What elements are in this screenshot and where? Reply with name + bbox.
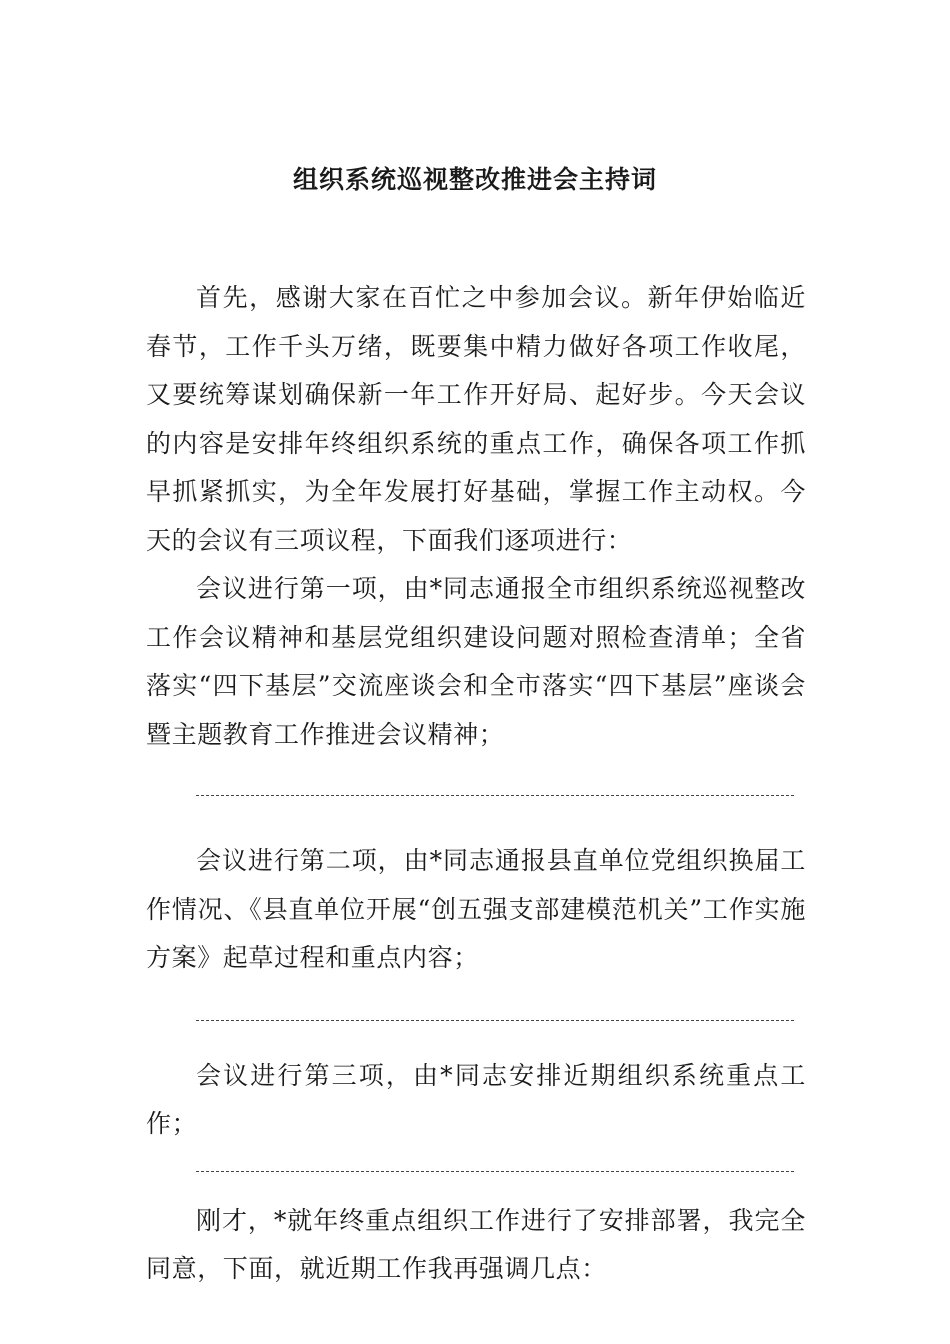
paragraph-agenda-item-2: 会议进行第二项，由*同志通报县直单位党组织换届工作情况、《县直单位开展“创五强支部建模范机关”工作实施方案》起草过程和重点内容；: [146, 846, 806, 972]
document-title: 组织系统巡视整改推进会主持词: [292, 165, 657, 194]
dashed-separator: [196, 795, 794, 797]
paragraph-agenda-item-1: 会议进行第一项，由*同志通报全市组织系统巡视整改工作会议精神和基层党组织建设问题对照检查清单；全省落实“四下基层”交流座谈会和全市落实“四下基层”座谈会暨主题教育工作推进会议精神；: [146, 574, 806, 749]
paragraph-opening: 首先，感谢大家在百忙之中参加会议。新年伊始临近春节，工作千头万绪，既要集中精力做好各项工作收尾，又要统筹谋划确保新一年工作开好局、起好步。今天会议的内容是安排年终组织系统的重点工作，确保各项工作抓早抓紧抓实，为全年发展打好基础，掌握工作主动权。今天的会议有三项议程，下面我们逐项进行：: [146, 283, 806, 555]
dashed-separator: [196, 1171, 794, 1173]
paragraph-agenda-item-3: 会议进行第三项，由*同志安排近期组织系统重点工作；: [146, 1060, 806, 1138]
document-body: [146, 274, 806, 1294]
dashed-separator: [196, 1020, 794, 1022]
paragraph-closing: 刚才，*就年终重点组织工作进行了安排部署，我完全同意，下面，就近期工作我再强调几点：: [146, 1205, 806, 1283]
